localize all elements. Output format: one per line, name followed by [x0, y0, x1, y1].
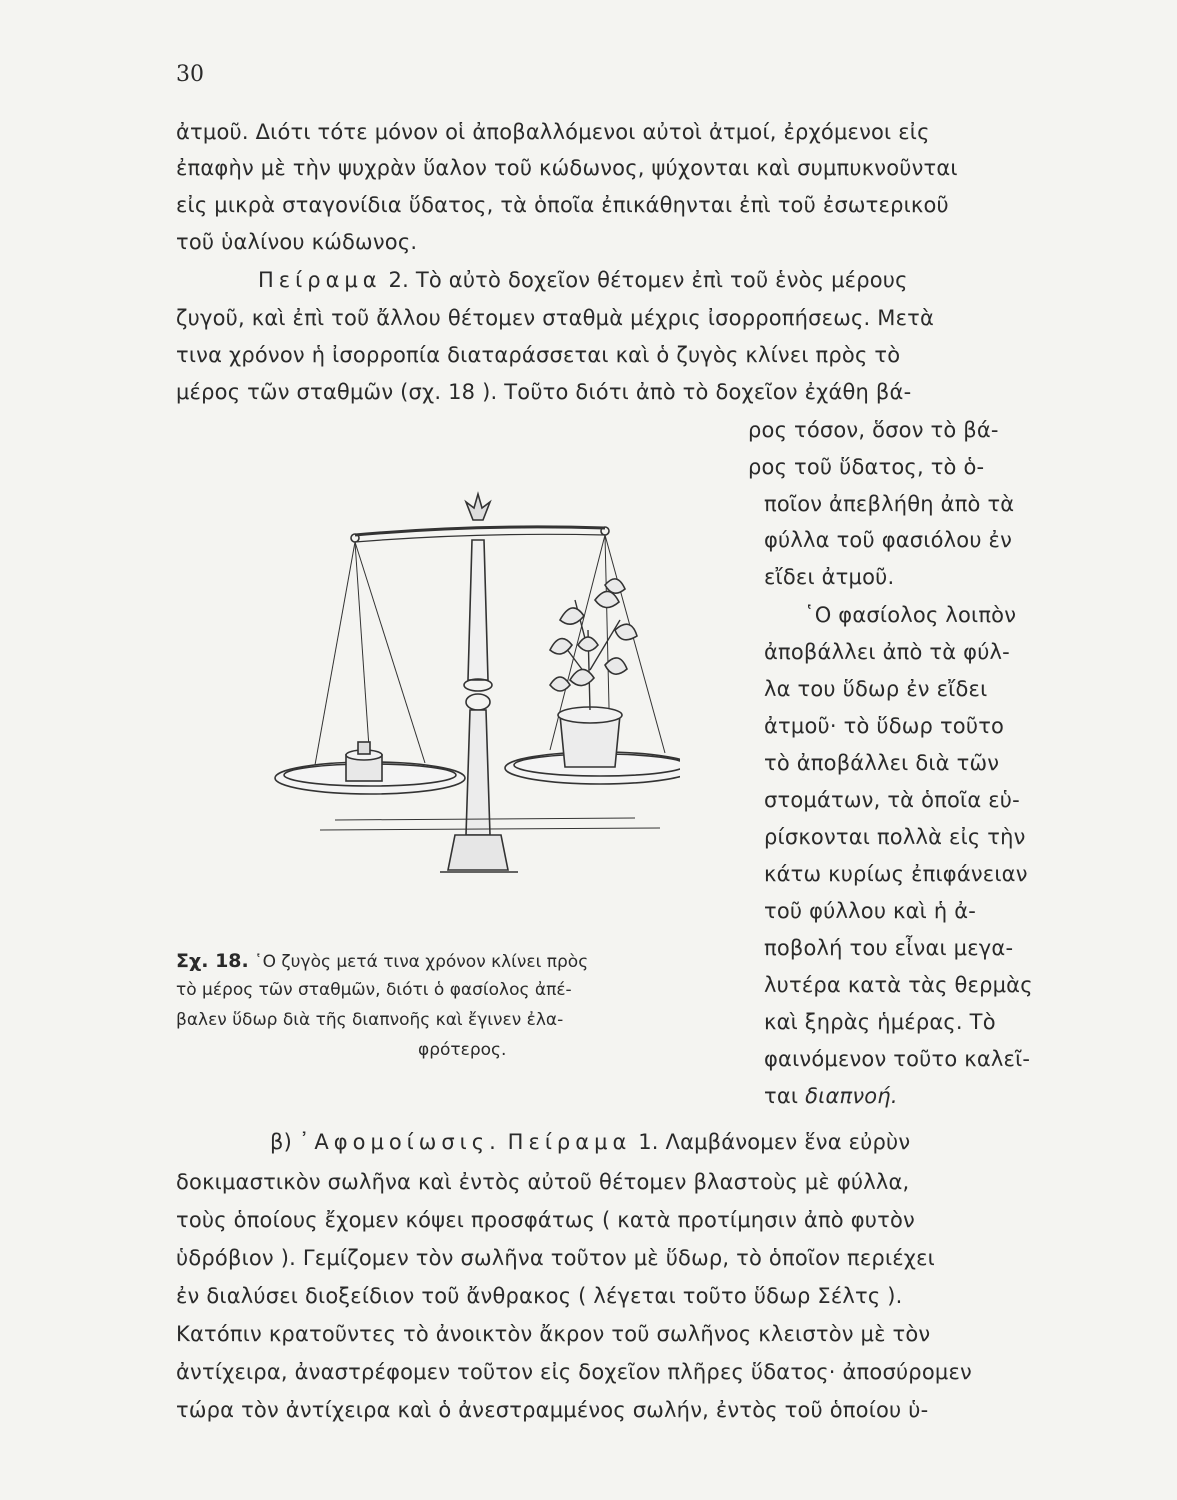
column-line: φύλλα τοῦ φασιόλου ἐν	[764, 528, 1013, 552]
experiment-2-text: 2. Τὸ αὐτὸ δοχεῖον θέτομεν ἐπὶ τοῦ ἑνὸς μέρους	[388, 268, 908, 292]
column-line: ῾Ο φασίολος λοιπὸν	[804, 603, 1017, 627]
column-line: ἀποβάλλει ἀπὸ τὰ φύλ-	[764, 640, 1010, 664]
caption-lead: Σχ. 18.	[176, 950, 249, 972]
balance-scale-with-plant-icon	[260, 480, 680, 880]
figure-caption-line: βαλεν ὕδωρ διὰ τῆς διαπνοῆς καὶ ἔγινεν ἐλα-	[176, 1010, 564, 1030]
column-line: καὶ ξηρὰς ἡμέρας. Τὸ	[764, 1010, 996, 1034]
experiment-2-label: Πείραμα	[258, 268, 382, 292]
body-line: τοῦ ὑαλίνου κώδωνος.	[176, 230, 418, 254]
figure-balance-scale	[260, 480, 680, 884]
column-line: τὸ ἀποβάλλει διὰ τῶν	[764, 751, 1000, 775]
column-line: κάτω κυρίως ἐπιφάνειαν	[764, 862, 1028, 886]
body-line: ἀτμοῦ. Διότι τότε μόνον οἱ ἀποβαλλόμενοι αὐτοὶ ἀτμοί, ἐρχόμενοι εἰς	[176, 120, 930, 144]
caption-text: ῾Ο ζυγὸς μετά τινα χρόνον κλίνει πρὸς	[254, 952, 589, 972]
column-last-prefix: ται	[764, 1084, 799, 1108]
body-line: τώρα τὸν ἀντίχειρα καὶ ὁ ἀνεστραμμένος σωλήν, ἐντὸς τοῦ ὁποίου ὑ-	[176, 1398, 929, 1422]
section-b-label: Πείραμα	[507, 1130, 632, 1154]
body-line: ζυγοῦ, καὶ ἐπὶ τοῦ ἄλλου θέτομεν σταθμὰ μέχρις ἰσορροπήσεως. Μετὰ	[176, 306, 935, 330]
column-line: ποβολή του εἶναι μεγα-	[764, 936, 1014, 960]
section-b-heading-line	[270, 1130, 910, 1154]
section-b-title: ᾿Αφομοίωσις.	[298, 1130, 501, 1154]
column-line: εἴδει ἀτμοῦ.	[764, 565, 895, 589]
figure-caption-line: φρότερος.	[418, 1040, 507, 1060]
body-line: μέρος τῶν σταθμῶν (σχ. 18 ). Τοῦτο διότι ἀπὸ τὸ δοχεῖον ἐχάθη βά-	[176, 380, 912, 404]
figure-caption-line: τὸ μέρος τῶν σταθμῶν, διότι ὁ φασίολος ἀπέ-	[176, 980, 572, 1000]
column-line	[764, 1084, 898, 1108]
body-line: τινα χρόνον ἡ ἰσορροπία διαταράσσεται καὶ ὁ ζυγὸς κλίνει πρὸς τὸ	[176, 343, 901, 367]
body-line: εἰς μικρὰ σταγονίδια ὕδατος, τὰ ὁποῖα ἐπικάθηνται ἐπὶ τοῦ ἐσωτερικοῦ	[176, 193, 949, 217]
column-line: ρος τόσον, ὅσον τὸ βά-	[748, 418, 999, 442]
body-line: δοκιμαστικὸν σωλῆνα καὶ ἐντὸς αὐτοῦ θέτομεν βλαστοὺς μὲ φύλλα,	[176, 1170, 910, 1194]
section-b-prefix: β)	[270, 1130, 292, 1154]
page-number: 30	[176, 62, 204, 87]
column-line: στομάτων, τὰ ὁποῖα εὑ-	[764, 788, 1020, 812]
body-line: τοὺς ὁποίους ἔχομεν κόψει προσφάτως ( κατὰ προτίμησιν ἀπὸ φυτὸν	[176, 1208, 915, 1232]
experiment-2-line	[258, 268, 908, 292]
column-line: φαινόμενον τοῦτο καλεῖ-	[764, 1047, 1031, 1071]
section-b-text: 1. Λαμβάνομεν ἕνα εὐρὺν	[638, 1130, 911, 1154]
column-last-term: διαπνοή.	[805, 1084, 898, 1108]
column-line: λα του ὕδωρ ἐν εἴδει	[764, 677, 988, 701]
column-line: ρος τοῦ ὕδατος, τὸ ὁ-	[748, 455, 985, 479]
body-line: ὑδρόβιον ). Γεμίζομεν τὸν σωλῆνα τοῦτον μὲ ὕδωρ, τὸ ὁποῖον περιέχει	[176, 1246, 935, 1270]
body-line: ἐν διαλύσει διοξείδιον τοῦ ἄνθρακος ( λέγεται τοῦτο ὕδωρ Σέλτς ).	[176, 1284, 903, 1308]
body-line: ἐπαφὴν μὲ τὴν ψυχρὰν ὕαλον τοῦ κώδωνος, ψύχονται καὶ συμπυκνοῦνται	[176, 156, 958, 180]
column-line: ποῖον ἀπεβλήθη ἀπὸ τὰ	[764, 492, 1015, 516]
column-line: τοῦ φύλλου καὶ ἡ ἀ-	[764, 899, 977, 923]
figure-caption-line	[176, 950, 588, 972]
body-line: Κατόπιν κρατοῦντες τὸ ἀνοικτὸν ἄκρον τοῦ σωλῆνος κλειστὸν μὲ τὸν	[176, 1322, 931, 1346]
column-line: λυτέρα κατὰ τὰς θερμὰς	[764, 973, 1033, 997]
column-line: ἀτμοῦ· τὸ ὕδωρ τοῦτο	[764, 714, 1005, 738]
column-line: ρίσκονται πολλὰ εἰς τὴν	[764, 825, 1026, 849]
body-line: ἀντίχειρα, ἀναστρέφομεν τοῦτον εἰς δοχεῖον πλῆρες ὕδατος· ἀποσύρομεν	[176, 1360, 972, 1384]
